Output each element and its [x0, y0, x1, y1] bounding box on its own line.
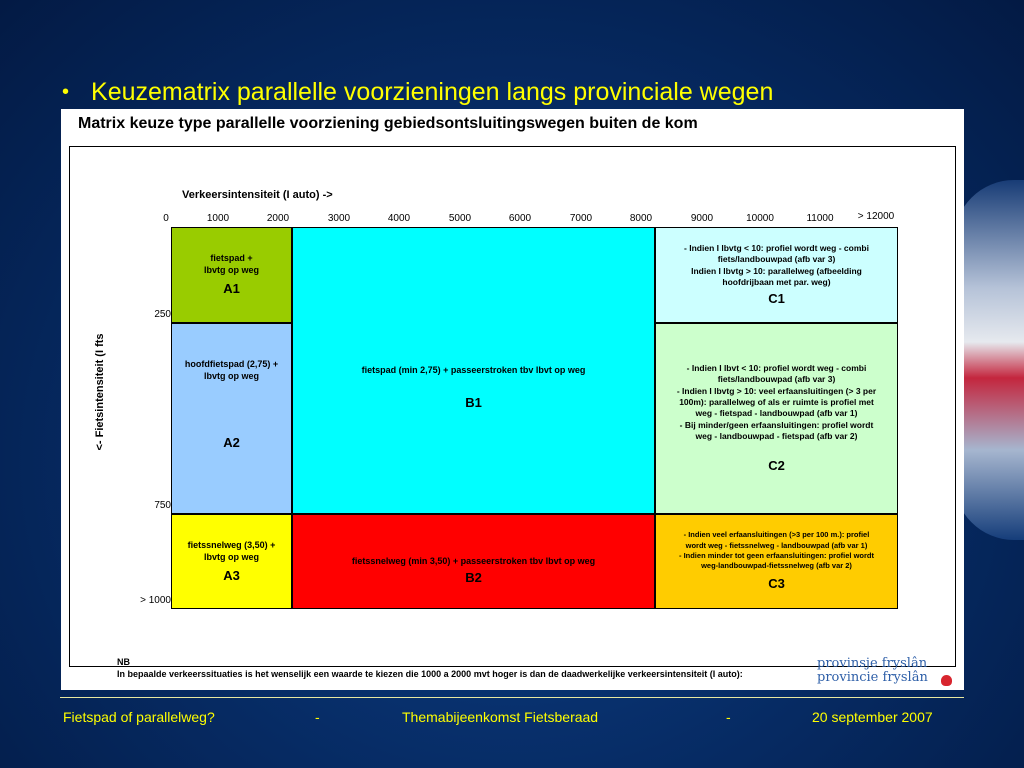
bullet-icon: •: [62, 81, 70, 103]
x-tick: 4000: [387, 213, 411, 224]
note-text: In bepaalde verkeerssituaties is het wenselijk een waarde te kiezen die 1000 a 2000 mvt hoger is dan de daadwerkelijke verkeersintensiteit (I auto):: [117, 668, 743, 679]
footer-separator-1: -: [315, 709, 320, 725]
x-tick: 3000: [327, 213, 351, 224]
cell-c1-code: C1: [768, 290, 785, 306]
x-tick: > 12000: [857, 211, 895, 222]
cell-b1-code: B1: [465, 395, 482, 411]
cell-b1: [292, 227, 655, 514]
cell-c3: [655, 514, 898, 609]
cell-c3-code: C3: [768, 575, 785, 591]
cell-a2: [171, 323, 292, 514]
y-tick: 250: [154, 309, 171, 320]
cell-c2-code: C2: [768, 457, 785, 473]
footer-separator-2: -: [726, 709, 731, 725]
cell-a1-code: A1: [223, 281, 240, 297]
slide-heading: [62, 78, 773, 107]
x-tick: 9000: [690, 213, 714, 224]
footer-center: Themabijeenkomst Fietsberaad: [402, 709, 599, 725]
x-tick: 1000: [206, 213, 230, 224]
x-axis-title: Verkeersintensiteit (I auto) ->: [182, 189, 333, 201]
cell-a2-text: hoofdfietspad (2,75) + lbvtg op weg: [184, 359, 279, 382]
footer-divider: [60, 697, 964, 698]
logo-line-1: provinsje fryslân: [817, 656, 928, 671]
cell-a1: [171, 227, 292, 323]
cell-b2-code: B2: [465, 570, 482, 586]
cell-a3-text: fietssnelweg (3,50) + lbvtg op weg: [187, 539, 276, 562]
note-label: NB: [117, 657, 130, 667]
cell-c1-text: - Indien I lbvtg < 10: profiel wordt weg - combi fiets/landbouwpad (afb var 3) Indien I lbvtg > 10: parallelweg (afbeelding hoofdrijbaan met par. weg): [684, 242, 869, 288]
heading-text: Keuzematrix parallelle voorzieningen langs provinciale wegen: [91, 78, 774, 106]
cell-c2: [655, 323, 898, 514]
cell-b1-text: fietspad (min 2,75) + passeerstroken tbv lbvt op weg: [361, 365, 586, 375]
x-tick: 5000: [448, 213, 472, 224]
y-tick: 750: [154, 500, 171, 511]
x-tick: 7000: [569, 213, 593, 224]
y-tick: > 1000: [140, 595, 171, 606]
cell-b2-text: fietssnelweg (min 3,50) + passeerstroken tbv lbvt op weg: [351, 556, 596, 566]
footer-right: 20 september 2007: [812, 709, 933, 725]
cell-c1: [655, 227, 898, 323]
x-tick: 11000: [806, 213, 834, 224]
cell-a2-code: A2: [223, 435, 240, 451]
matrix-panel: [61, 109, 964, 690]
x-tick: 2000: [266, 213, 290, 224]
x-tick: 8000: [629, 213, 653, 224]
cell-a1-text: fietspad + lbvtg op weg: [204, 253, 259, 276]
logo-line-2: provincie fryslân: [817, 669, 928, 685]
x-tick: 0: [163, 213, 169, 224]
cell-c2-text: - Indien I lbvt < 10: profiel wordt weg - combi fiets/landbouwpad (afb var 3) - Indien I lbvtg > 10: veel erfaansluitingen (> 3 per 100m): parallelweg of als er ruimte is profiel met weg - fietspad - landbouwpad (afb var 1) - Bij minder/geen erfaansluitingen: profiel wordt weg - landbouwpad - fietspad (afb var 2): [676, 362, 877, 442]
cell-c3-text: - Indien veel erfaansluitingen (>3 per 100 m.): profiel wordt weg - fietssnelweg - landbouwpad (afb var 1) - Indien minder tot geen erfaansluitingen: profiel wordt weg-landbouwpad-fietssnelweg (afb var 2): [678, 530, 874, 570]
x-tick: 10000: [746, 213, 774, 224]
matrix-note: [117, 657, 743, 680]
matrix-title: Matrix keuze type parallelle voorziening gebiedsontsluitingswegen buiten de kom: [78, 115, 698, 132]
cell-b2: [292, 514, 655, 609]
cell-a3: [171, 514, 292, 609]
x-tick: 6000: [508, 213, 532, 224]
flag-decoration: [954, 180, 1024, 540]
cell-a3-code: A3: [223, 567, 240, 583]
footer-left: Fietspad of parallelweg?: [63, 709, 215, 725]
y-axis-title: <- Fietsintensiteit (I fts: [94, 333, 106, 451]
heart-icon: [941, 675, 952, 686]
province-logo: [817, 657, 928, 684]
